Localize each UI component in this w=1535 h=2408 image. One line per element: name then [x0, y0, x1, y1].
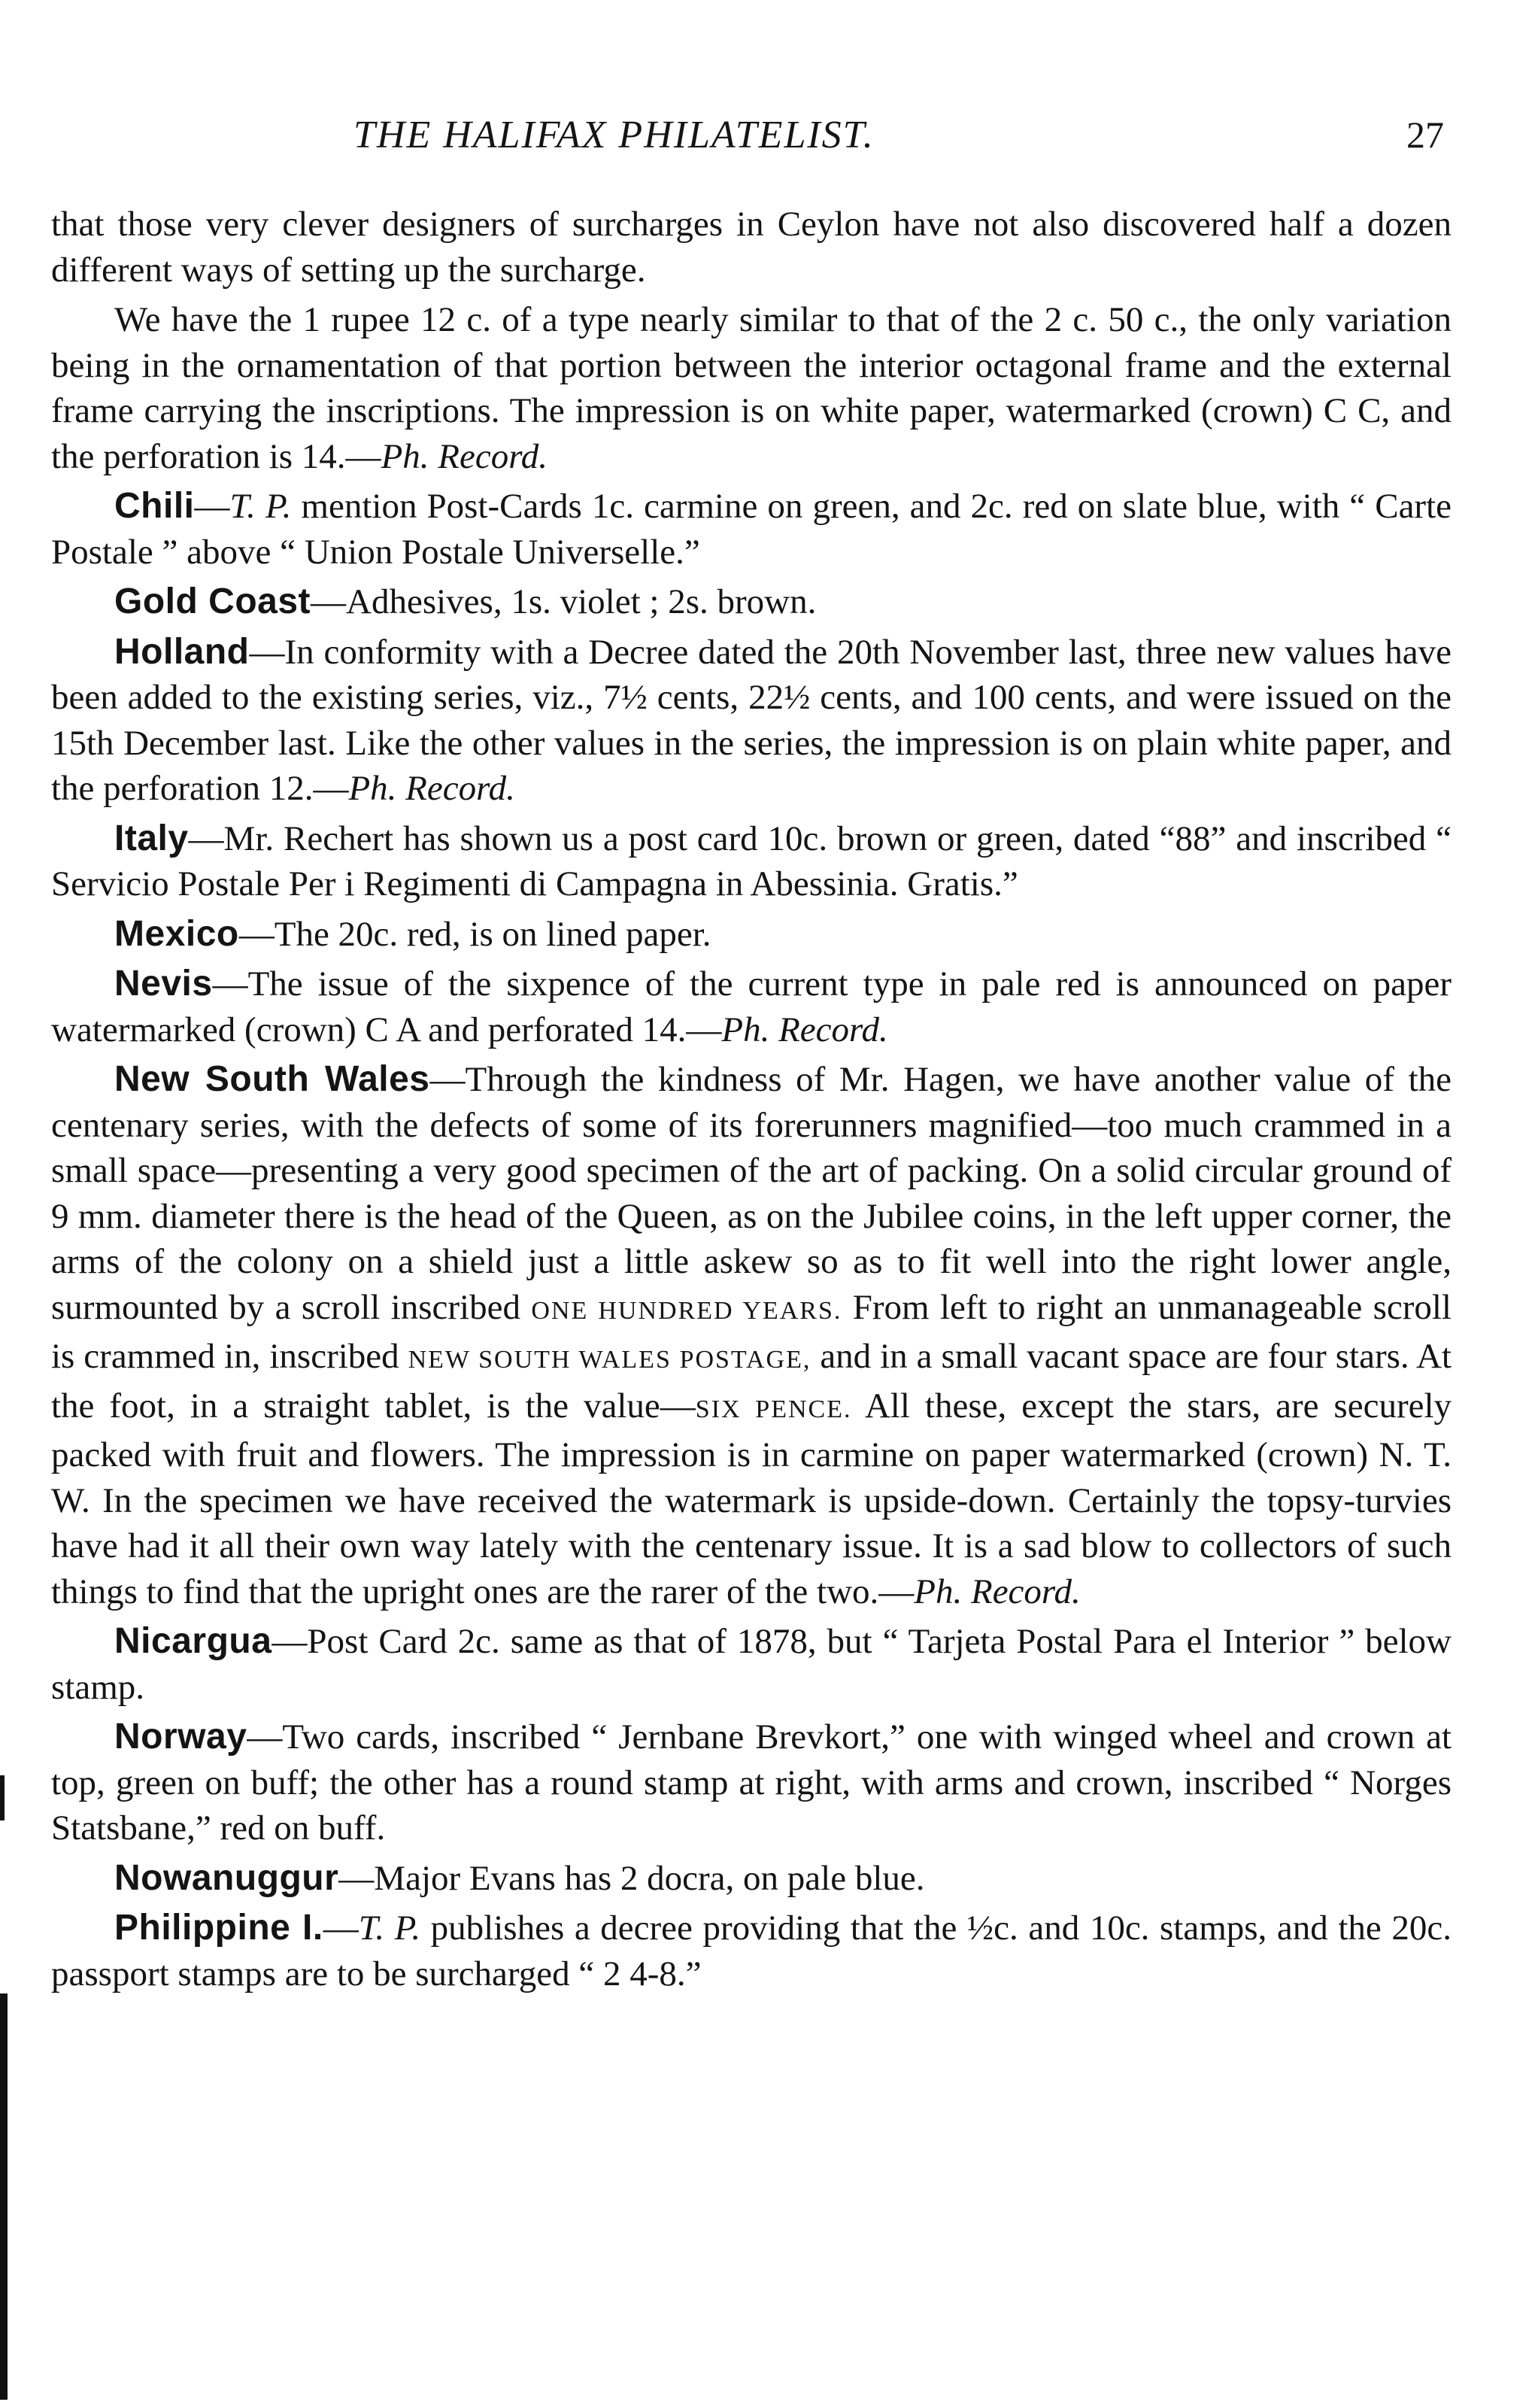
intro-paragraph-2	[51, 297, 1452, 479]
source-citation: Ph. Record.	[914, 1571, 1081, 1611]
entry-heading: Nevis	[114, 964, 213, 1004]
entry-mexico	[51, 912, 1452, 958]
entry-gold-coast	[51, 579, 1452, 625]
entry-heading: Holland	[114, 631, 250, 672]
entry-philippine	[51, 1905, 1452, 1997]
page-number: 27	[1406, 114, 1444, 156]
page-header	[353, 113, 1444, 173]
article-body	[51, 202, 1452, 2001]
entry-heading: Norway	[114, 1717, 247, 1757]
entry-text: publishes a decree providing that the ½c. and 10c. stamps, and the 20c. passport stamps are to be surcharged “ 2 4-8.”	[51, 1908, 1452, 1994]
entry-text: —The issue of the sixpence of the current type in pale red is announced on paper watermarked (crown) C A and perforated 14.—	[51, 964, 1452, 1049]
entry-nowanuggur	[51, 1856, 1452, 1902]
source-citation: Ph. Record.	[381, 436, 548, 476]
entry-nevis	[51, 961, 1452, 1052]
entry-text: —Through the kindness of Mr. Hagen, we have another value of the centenary series, with the defects of some of its forerunners magnified—too much crammed in a small space—presenting a very good specimen of the art of packing. On a solid circular ground of 9 mm. diameter there is the head of the Queen, as on the Jubilee coins, in the left upper corner, the arms of the colony on a shield just a little askew so as to fit well into the right lower angle, surmounted by a scroll inscribed	[51, 1060, 1452, 1327]
entry-norway	[51, 1714, 1452, 1851]
entry-text: mention Post-Cards 1c. carmine on green, and 2c. red on slate blue, with “ Carte Postale ” above “ Union Postale Universelle.”	[51, 487, 1452, 572]
entry-heading: Italy	[114, 818, 189, 858]
entry-text: From left to right an unmanageable scroll is crammed in, inscribed	[51, 1287, 1452, 1376]
entry-text: —In conformity with a Decree dated the 20th November last, three new values have been added to the existing series, viz., 7½ cents, 22½ cents, and 100 cents, and were issued on the 15th December last. Like the other values in the series, the impression is on plain white paper, and the perforation 12.—	[51, 632, 1452, 808]
entry-heading: Gold Coast	[114, 582, 311, 621]
page-left-edge	[0, 0, 11, 2408]
entry-text: All these, except the stars, are securely packed with fruit and flowers. The impression is in carmine on paper watermarked (crown) N. T. W. In the specimen we have received the watermark is upside-down. Certainly the topsy-turvies have had it all their own way lately with the centenary issue. It is a sad blow to collectors of such things to find that the upright ones are the rarer of the two.—	[51, 1386, 1452, 1611]
running-title: THE HALIFAX PHILATELIST.	[353, 114, 875, 156]
small-caps-inscription: SIX PENCE.	[695, 1395, 852, 1423]
intro-paragraph-2-text: We have the 1 rupee 12 c. of a type nearly similar to that of the 2 c. 50 c., the only variation being in the ornamentation of that portion between the interior octagonal frame and the external frame carrying the inscriptions. The impression is on white paper, watermarked (crown) C C, and the perforation is 14.—	[51, 300, 1452, 476]
entry-chili	[51, 484, 1452, 575]
source-abbrev: T. P.	[358, 1908, 421, 1948]
small-caps-inscription: NEW SOUTH WALES POSTAGE,	[408, 1346, 811, 1374]
entry-text: —Post Card 2c. same as that of 1878, but “ Tarjeta Postal Para el Interior ” below stamp.	[51, 1622, 1452, 1707]
entry-holland	[51, 630, 1452, 812]
entry-text: —Adhesives, 1s. violet ; 2s. brown.	[311, 582, 817, 621]
source-abbrev: T. P.	[229, 487, 292, 526]
entry-text: and in a small vacant space are four stars. At the foot, in a straight tablet, is the value—	[51, 1337, 1452, 1426]
entry-italy	[51, 816, 1452, 907]
intro-paragraph-1: that those very clever designers of surcharges in Ceylon have not also discovered half a dozen different ways of setting up the surcharge.	[51, 205, 1452, 290]
entry-text: —Two cards, inscribed “ Jernbane Brevkort,” one with winged wheel and crown at top, green on buff; the other has a round stamp at right, with arms and crown, inscribed “ Norges Statsbane,” red on buff.	[51, 1717, 1452, 1848]
entry-text: —The 20c. red, is on lined paper.	[238, 914, 711, 954]
entry-heading: Chili	[114, 486, 195, 526]
entry-text: —Major Evans has 2 docra, on pale blue.	[338, 1858, 925, 1898]
entry-heading: Philippine I.	[114, 1908, 323, 1948]
entry-text: —Mr. Rechert has shown us a post card 10c. brown or green, dated “88” and inscribed “ Servicio Postale Per i Regimenti di Campagna in Abessinia. Gratis.”	[51, 818, 1452, 903]
entry-heading: Nicargua	[114, 1621, 272, 1661]
entry-text: —	[323, 1908, 359, 1948]
source-citation: Ph. Record.	[348, 769, 515, 808]
source-citation: Ph. Record.	[721, 1010, 888, 1049]
entry-heading: New South Wales	[114, 1059, 430, 1099]
entry-nicargua	[51, 1619, 1452, 1710]
entry-text: —	[194, 487, 230, 526]
entry-new-south-wales	[51, 1057, 1452, 1614]
scan-edge-shadow	[0, 1994, 8, 2400]
entry-heading: Nowanuggur	[114, 1857, 339, 1898]
entry-heading: Mexico	[114, 913, 239, 954]
small-caps-inscription: ONE HUNDRED YEARS.	[531, 1296, 842, 1325]
scan-edge-mark	[0, 1775, 5, 1820]
